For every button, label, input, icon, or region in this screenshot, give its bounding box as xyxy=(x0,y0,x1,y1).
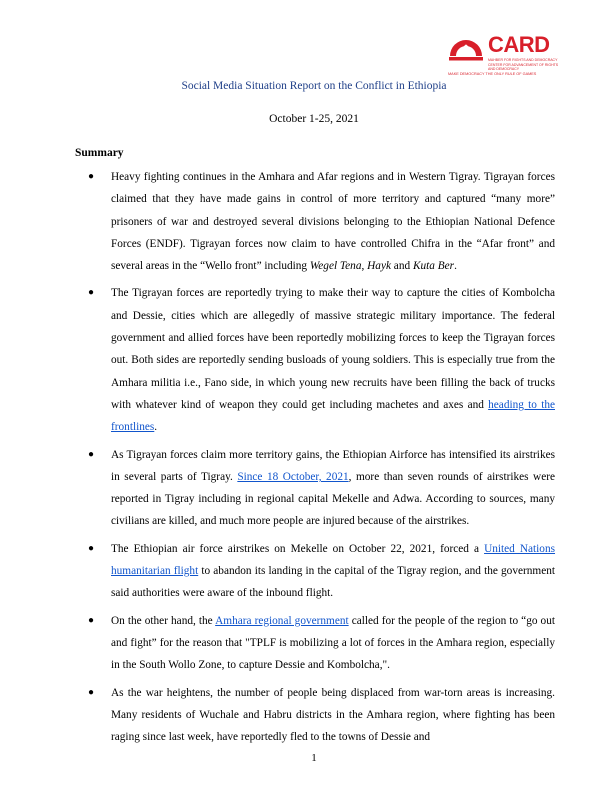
card-tagline: MAKE DEMOCRACY THE ONLY RULE OF GAMES xyxy=(448,72,537,76)
paragraph-text: As Tigrayan forces claim more territory gains, the Ethiopian Airforce has intensified its airstrikes in several parts of Tigray. xyxy=(111,448,555,483)
paragraph-text: The Tigrayan forces are reportedly trying to make their way to capture the cities of Kombolcha and Dessie, cities which are allegedly of massive strategic military importance. The federal government and allied forces have been reportedly mobilizing forces to keep the Tigrayan forces out. Both sides are reportedly sending busloads of young soldiers. This is especially true from the Amhara militia i.e., Fano side, in which young new recruits have been filling the back of trucks with whatever kind of weapon they could get including machetes and axes and xyxy=(111,287,555,411)
list-item xyxy=(85,444,555,533)
place-name: Wegel Tena xyxy=(309,260,362,273)
bullet-icon: ● xyxy=(88,171,95,182)
paragraph-text: . xyxy=(454,260,457,273)
bullet-icon: ● xyxy=(88,448,95,460)
summary-heading: Summary xyxy=(75,147,124,159)
bullet-icon: ● xyxy=(88,686,95,698)
paragraph-text: and xyxy=(390,260,413,273)
list-item xyxy=(85,538,555,605)
card-logo xyxy=(446,32,564,78)
bullet-icon: ● xyxy=(88,287,95,299)
card-logo-mark-icon xyxy=(446,32,486,72)
list-item xyxy=(85,166,555,277)
list-item xyxy=(85,282,555,438)
frontlines-link[interactable]: heading to the frontlines xyxy=(111,398,555,434)
paragraph-text: . xyxy=(154,421,158,434)
paragraph-text: As the war heightens, the number of people being displaced from war-torn areas is increasing. Many residents of Wuchale and Habru districts in the Amhara region, where fighting has been raging since last week, have reportedly fled to the towns of Dessie and xyxy=(111,686,555,744)
paragraph-text: called for the people of the region to “go out and fight” for the reason that "TPLF is mobilizing a lot of forces in the Amhara region, especially in the South Wollo Zone, to capture Dessie and Kombolcha,". xyxy=(111,614,555,672)
paragraph-text: , xyxy=(361,260,368,273)
paragraph-text: to abandon its landing in the capital of the Tigray region, and the government said authorities were aware of the inbound flight. xyxy=(111,565,555,600)
summary-list xyxy=(85,166,555,753)
report-title: Social Media Situation Report on the Conflict in Ethiopia xyxy=(181,80,447,92)
paragraph-text: On the other hand, the xyxy=(111,614,216,627)
list-item xyxy=(85,610,555,677)
bullet-icon: ● xyxy=(88,542,95,554)
paragraph-text: The Ethiopian air force airstrikes on Mekelle on October 22, 2021, forced a xyxy=(111,542,485,555)
un-humanitarian-flight-link[interactable]: United Nations humanitarian flight xyxy=(111,542,556,578)
amhara-regional-government-link[interactable]: Amhara regional government xyxy=(215,614,349,627)
list-item xyxy=(85,682,555,749)
card-subtitle: MAHBER FOR RIGHTS AND DEMOCRACY CENTER FOR ADVANCEMENT OF RIGHTS AND DEMOCRACY xyxy=(488,58,559,71)
place-name: Hayk xyxy=(367,260,391,273)
card-wordmark: CARD xyxy=(488,32,550,57)
paragraph-text: Heavy fighting continues in the Amhara and Afar regions and in Western Tigray. Tigrayan forces claimed that they have made gains in control of more territory and captured “many more” prisoners of war and destroyed several divisions belonging to the Ethiopian National Defence Forces (ENDF). Tigrayan forces now claim to have controlled Chifra in the “Afar front” and several areas in the “Wello front” including xyxy=(111,171,555,273)
page-number: 1 xyxy=(311,752,317,764)
place-name: Kuta Ber xyxy=(412,260,455,273)
bullet-icon: ● xyxy=(88,614,95,626)
report-date: October 1-25, 2021 xyxy=(269,113,359,125)
since-18-october-link[interactable]: Since 18 October, 2021 xyxy=(237,470,349,483)
paragraph-text: , more than seven rounds of airstrikes were reported in Tigray including in regional capital Mekelle and Adwa. According to sources, many civilians are killed, and much more people are injured because of the airstrikes. xyxy=(111,470,556,528)
